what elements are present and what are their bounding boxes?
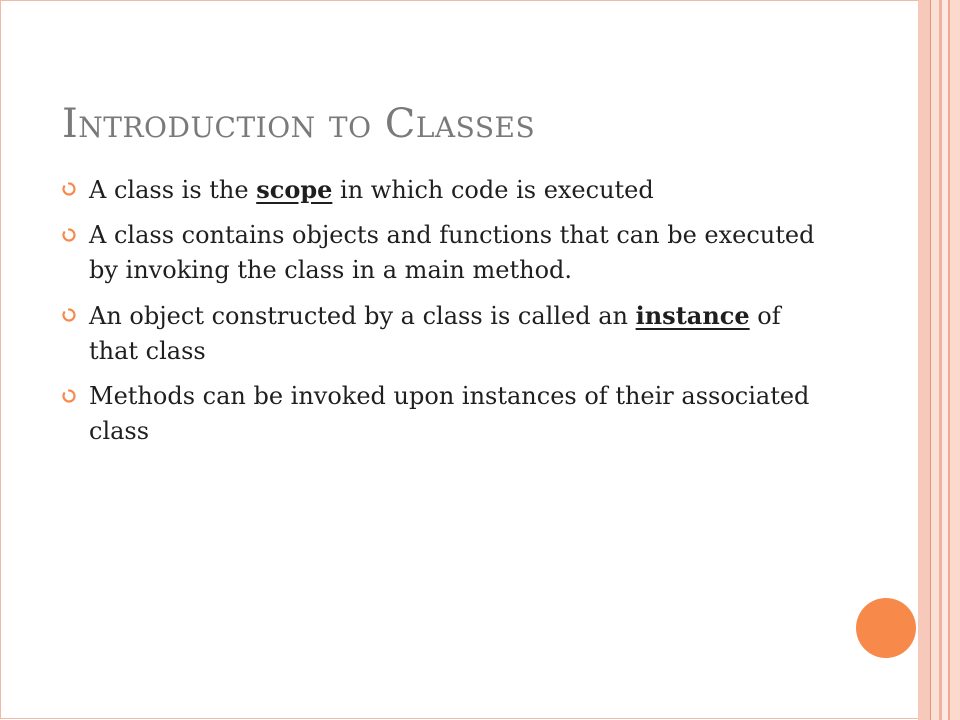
bullet-text: A class is the (89, 176, 257, 204)
orange-circle-icon (856, 598, 916, 658)
bullet-item (62, 298, 822, 369)
bullet-ring-icon (62, 228, 76, 242)
right-stripe-band (931, 0, 939, 720)
bullet-text: of that class (89, 302, 781, 365)
keyword-instance: instance (635, 301, 750, 330)
bullet-text: An object constructed by a class is called an (89, 302, 636, 330)
right-stripe-band (918, 0, 930, 720)
bullet-list (62, 172, 822, 459)
bullet-text: A class contains objects and functions that can be executed by invoking the class in a main method. (89, 221, 815, 284)
right-stripe-band (950, 0, 960, 720)
slide-title: Introduction to Classes (62, 101, 536, 147)
bullet-item (62, 172, 822, 208)
bullet-ring-icon (62, 182, 76, 196)
bullet-text: in which code is executed (332, 176, 654, 204)
bullet-item (62, 218, 822, 288)
bullet-ring-icon (62, 389, 76, 403)
bullet-text: Methods can be invoked upon instances of their associated class (89, 382, 810, 445)
bullet-item (62, 379, 822, 449)
bullet-ring-icon (62, 308, 76, 322)
keyword-scope: scope (256, 175, 333, 204)
